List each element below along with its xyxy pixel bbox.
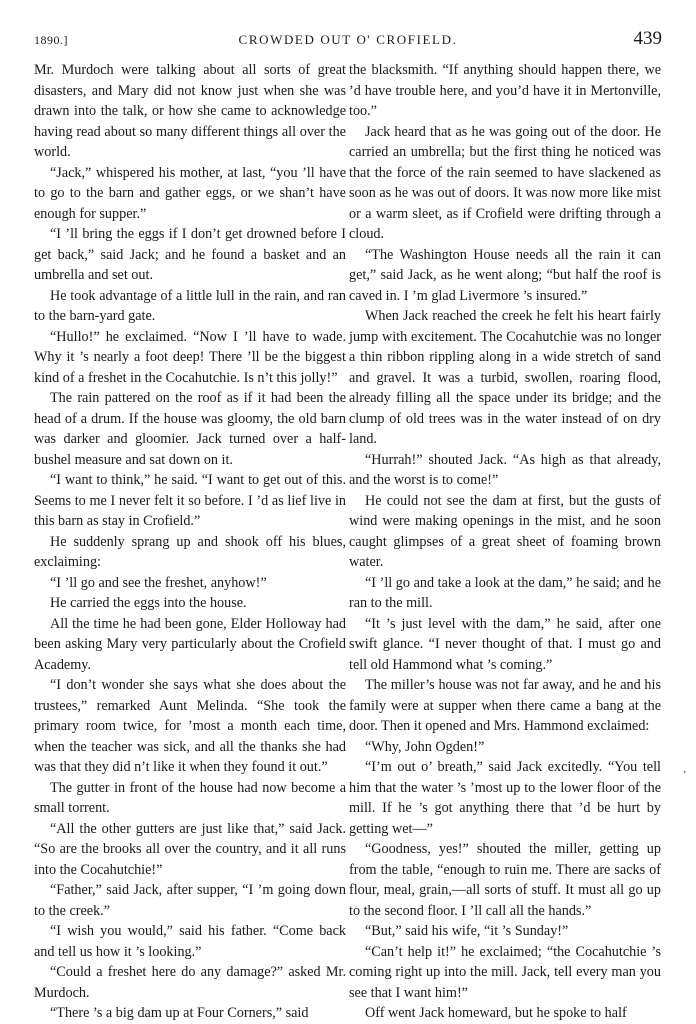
running-head — [34, 26, 662, 50]
paragraph: “I wish you would,” said his father. “Come back and tell us how it ’s looking.” — [34, 923, 346, 960]
paragraph: “All the other gutters are just like that,” said Jack. “So are the brooks all over the country, and it all runs into the Cocahutchie!” — [34, 820, 346, 878]
paragraph: He suddenly sprang up and shook off his blues, exclaiming: — [34, 533, 346, 570]
paragraph: “Goodness, yes!” shouted the miller, getting up from the table, “enough to ruin me. There are sacks of flour, meal, grain,—all sorts of stuff. It must all go up to the second floor. I ’ll call all the hands.” — [349, 841, 661, 919]
paragraph: “Can’t help it!” he exclaimed; “the Cocahutchie ’s coming right up into the mill. Jack, tell every man you see that I want him!” — [349, 943, 661, 1001]
paragraph: Mr. Murdoch were talking about all sorts of great disasters, and Mary did not know just when she was drawn into the talk, or how she came to acknowledge having read about so many different things all over the world. — [34, 62, 346, 160]
paragraph: “But,” said his wife, “it ’s Sunday!” — [365, 923, 569, 939]
ink-speck: ’ — [683, 770, 687, 781]
paragraph: “Hullo!” he exclaimed. “Now I ’ll have to wade. Why it ’s nearly a foot deep! There ’ll be the biggest kind of a freshet in the Cocahutchie. Is n’t this jolly!” — [34, 328, 346, 386]
paragraph: The miller’s house was not far away, and he and his family were at supper when there came a bang at the door. Then it opened and Mrs. Hammond exclaimed: — [349, 677, 661, 734]
left-column — [34, 60, 346, 1024]
paragraph: “I ’ll go and take a look at the dam,” he said; and he ran to the mill. — [349, 574, 661, 611]
paragraph: “I’m out o’ breath,” said Jack excitedly. “You tell him that the water ’s ’most up to the lower floor of the mill. If he ’s got anything there that ’d be hurt by getting wet—” — [349, 759, 661, 837]
issue-date: 1890.] — [34, 33, 68, 47]
paragraph: He took advantage of a little lull in the rain, and ran to the barn-yard gate. — [34, 287, 346, 324]
paragraph: “The Washington House needs all the rain it can get,” said Jack, as he went along; “but half the roof is caved in. I ’m glad Livermore ’s insured.” — [349, 246, 661, 304]
paragraph: the blacksmith. “If anything should happen there, we ’d have trouble here, and you’d have it in Mertonville, too.” — [349, 62, 661, 119]
paragraph: “I ’ll bring the eggs if I don’t get drowned before I get back,” said Jack; and he found a basket and an umbrella and set out. — [34, 226, 346, 283]
paragraph: “Why, John Ogden!” — [365, 738, 485, 755]
paragraph: “I don’t wonder she says what she does about the trustees,” remarked Aunt Melinda. “She took the primary room twice, for ’most a month each time, when the teacher was sick, and all the thanks she had was that they did n’t like it when they found it out.” — [34, 677, 346, 775]
paragraph: “I want to think,” he said. “I want to get out of this. Seems to me I never felt it so before. I ’d as lief live in this barn as stay in Crofield.” — [34, 472, 346, 529]
paragraph: He could not see the dam at first, but the gusts of wind were making openings in the mist, and he soon caught glimpses of a great sheet of foaming brown water. — [349, 492, 661, 570]
right-column — [349, 60, 661, 1024]
paragraph: He carried the eggs into the house. — [50, 595, 247, 611]
paragraph: “I ’ll go and see the freshet, anyhow!” — [50, 574, 267, 591]
paragraph: When Jack reached the creek he felt his heart fairly jump with excitement. The Cocahutchie was no longer a thin ribbon rippling along in a wide stretch of sand and gravel. It was a turbid, swollen, roaring flood, already filling all the space under its bridge; and the clump of old trees was in the water instead of on dry land. — [349, 308, 661, 447]
paragraph: “Hurrah!” shouted Jack. “As high as that already, and the worst is to come!” — [349, 451, 661, 488]
paragraph: “Father,” said Jack, after supper, “I ’m going down to the creek.” — [34, 882, 346, 919]
paragraph: Jack heard that as he was going out of the door. He carried an umbrella; but the first thing he noticed was that the force of the rain seemed to have slackened as soon as he was out of doors. It was now more like mist or a warm sleet, as if Crofield were drifting through a cloud. — [349, 123, 661, 242]
running-title: CROWDED OUT O' CROFIELD. — [238, 32, 458, 47]
paragraph: All the time he had been gone, Elder Holloway had been asking Mary very particularly about the Crofield Academy. — [34, 615, 346, 673]
paragraph: “Jack,” whispered his mother, at last, “you ’ll have to go to the barn and gather eggs, or we shan’t have enough for supper.” — [34, 164, 346, 222]
paragraph: “It ’s just level with the dam,” he said, after one swift glance. “I never thought of that. I must go and tell old Hammond what ’s coming.” — [349, 615, 661, 673]
paragraph: “Could a freshet here do any damage?” asked Mr. Murdoch. — [34, 964, 346, 1001]
paragraph: The gutter in front of the house had now become a small torrent. — [34, 779, 346, 816]
paragraph: Off went Jack homeward, but he spoke to half — [365, 1005, 627, 1021]
paragraph: “There ’s a big dam up at Four Corners,” said — [50, 1005, 309, 1021]
page-number: 439 — [633, 28, 662, 49]
paragraph: The rain pattered on the roof as if it had been the head of a drum. If the house was gloomy, the old barn was darker and gloomier. Jack turned over a half-bushel measure and sat down on it. — [34, 390, 346, 468]
